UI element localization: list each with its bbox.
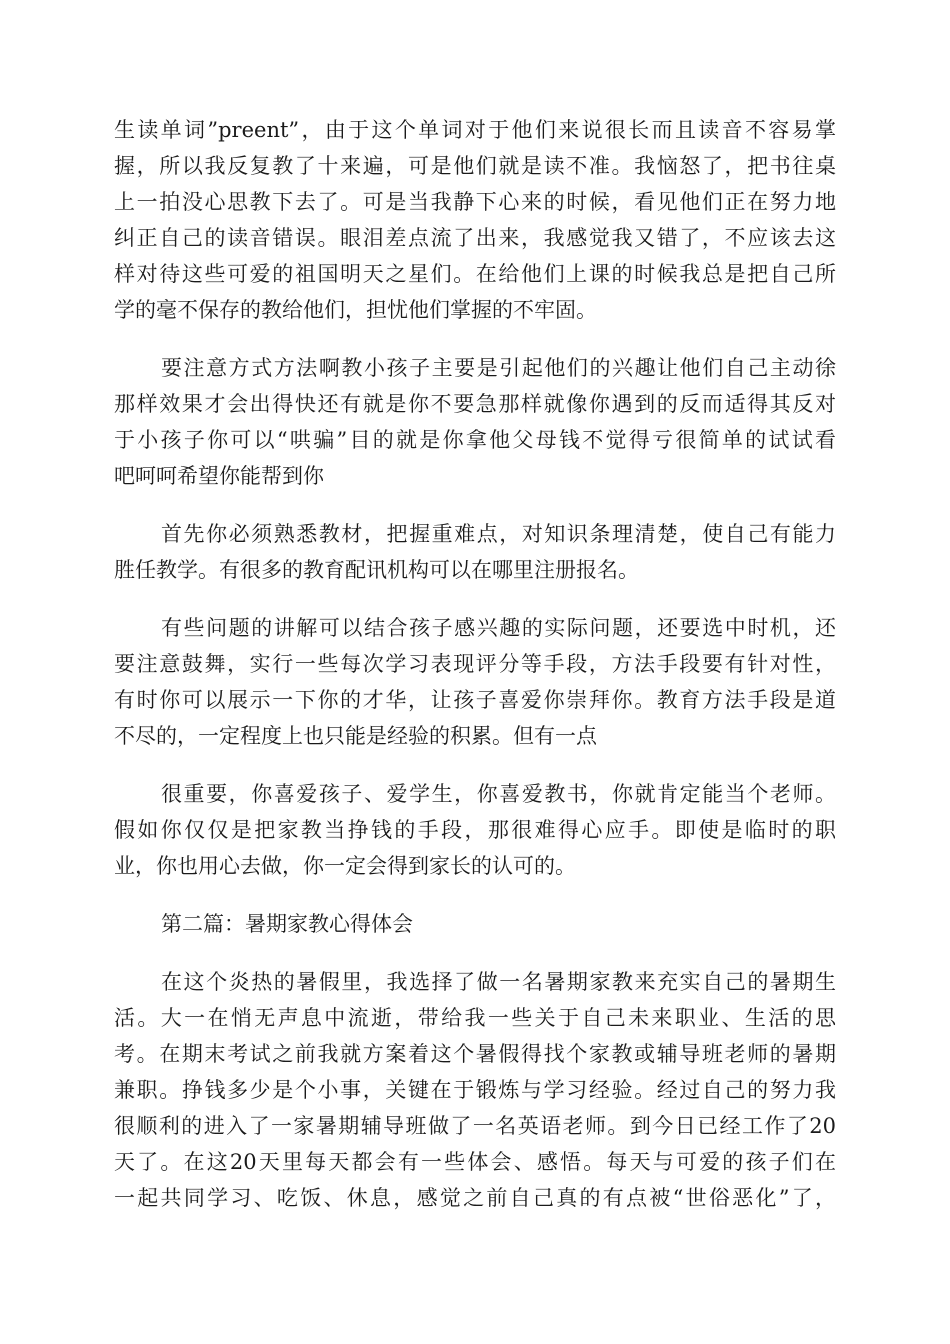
paragraph [114,610,836,754]
text-line: 上一拍没心思教下去了。可是当我静下心来的时候，看见他们正在努力地 [114,190,836,214]
text-line: 活。大一在悄无声息中流逝，带给我一些关于自己未来职业、生活的思 [114,1006,836,1030]
text-line: 生读单词”preent”，由于这个单词对于他们来说很长而且读音不容易掌 [114,118,836,142]
text-line: 要注意方式方法啊教小孩子主要是引起他们的兴趣让他们自己主动徐 [161,356,836,380]
text-line: 很顺利的进入了一家暑期辅导班做了一名英语老师。到今日已经工作了20 [114,1114,836,1138]
text-line: 首先你必须熟悉教材，把握重难点，对知识条理清楚，使自己有能力 [161,522,836,546]
text-line: 兼职。挣钱多少是个小事，关键在于锻炼与学习经验。经过自己的努力我 [114,1078,836,1102]
text-line: 第二篇：暑期家教心得体会 [161,912,413,936]
text-line: 样对待这些可爱的祖国明天之星们。在给他们上课的时候我总是把自己所 [114,262,836,286]
paragraph [114,350,836,494]
document-page [114,112,836,1238]
text-line: 业，你也用心去做，你一定会得到家长的认可的。 [114,854,576,878]
text-line: 要注意鼓舞，实行一些每次学习表现评分等手段，方法手段要有针对性， [114,652,836,676]
text-line: 很重要，你喜爱孩子、爱学生，你喜爱教书，你就肯定能当个老师。 [161,782,836,806]
text-line: 于小孩子你可以“哄骗”目的就是你拿他父母钱不觉得亏很简单的试试看 [114,428,836,452]
text-line: 胜任教学。有很多的教育配讯机构可以在哪里注册报名。 [114,558,639,582]
section-heading [114,906,836,942]
text-line: 天了。在这20天里每天都会有一些体会、感悟。每天与可爱的孩子们在 [114,1150,836,1174]
paragraph [114,776,836,884]
text-line: 假如你仅仅是把家教当挣钱的手段，那很难得心应手。即使是临时的职 [114,818,836,842]
paragraph [114,112,836,328]
text-line: 握，所以我反复教了十来遍，可是他们就是读不准。我恼怒了，把书往桌 [114,154,836,178]
text-line: 有些问题的讲解可以结合孩子感兴趣的实际问题，还要选中时机，还 [161,616,836,640]
text-line: 在这个炎热的暑假里，我选择了做一名暑期家教来充实自己的暑期生 [161,970,836,994]
text-line: 那样效果才会出得快还有就是你不要急那样就像你遇到的反而适得其反对 [114,392,836,416]
paragraph [114,964,836,1216]
text-line: 有时你可以展示一下你的才华，让孩子喜爱你崇拜你。教育方法手段是道 [114,688,836,712]
text-line: 吧呵呵希望你能帮到你 [114,464,324,488]
text-line: 一起共同学习、吃饭、休息，感觉之前自己真的有点被“世俗恶化”了， [114,1186,836,1210]
text-line: 不尽的，一定程度上也只能是经验的积累。但有一点 [114,724,597,748]
text-line: 纠正自己的读音错误。眼泪差点流了出来，我感觉我又错了，不应该去这 [114,226,836,250]
text-line: 考。在期末考试之前我就方案着这个暑假得找个家教或辅导班老师的暑期 [114,1042,836,1066]
text-line: 学的毫不保存的教给他们，担忧他们掌握的不牢固。 [114,298,597,322]
paragraph [114,516,836,588]
